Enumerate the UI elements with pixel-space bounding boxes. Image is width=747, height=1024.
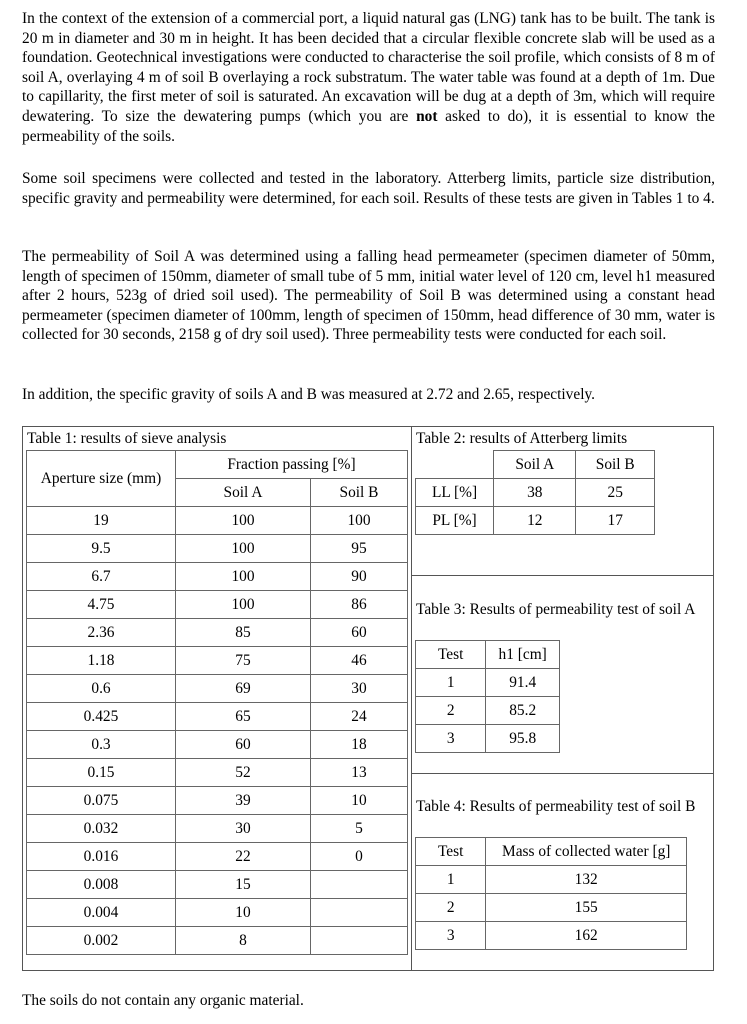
sieve-row-cell: 6.7 bbox=[27, 563, 176, 591]
perm-b-row-cell: 132 bbox=[486, 866, 687, 894]
perm-a-row-cell: 2 bbox=[416, 697, 486, 725]
perm-a-row-cell: 95.8 bbox=[486, 725, 560, 753]
sieve-row-cell: 0.008 bbox=[27, 871, 176, 899]
sieve-analysis-body bbox=[27, 507, 408, 955]
sieve-row-cell: 60 bbox=[176, 731, 311, 759]
intro-paragraph bbox=[22, 9, 715, 146]
sieve-row-cell: 24 bbox=[311, 703, 408, 731]
sieve-row bbox=[27, 759, 408, 787]
sieve-row bbox=[27, 535, 408, 563]
tables-divider-2-3 bbox=[411, 575, 714, 576]
header-aperture: Aperture size (mm) bbox=[27, 451, 176, 507]
sieve-row bbox=[27, 591, 408, 619]
perm-b-row-cell: 3 bbox=[416, 922, 486, 950]
sieve-row-cell: 46 bbox=[311, 647, 408, 675]
sieve-row-cell: 100 bbox=[176, 563, 311, 591]
sieve-row-cell: 100 bbox=[176, 507, 311, 535]
atterberg-row bbox=[416, 479, 655, 507]
sieve-row-cell: 19 bbox=[27, 507, 176, 535]
intro-text-tail: asked to do), it is essential to know the permeability of the soils. bbox=[22, 107, 715, 145]
sieve-row bbox=[27, 507, 408, 535]
sieve-row bbox=[27, 647, 408, 675]
sieve-row-cell: 39 bbox=[176, 787, 311, 815]
sieve-row-cell: 0.6 bbox=[27, 675, 176, 703]
table1-caption: Table 1: results of sieve analysis bbox=[27, 430, 227, 447]
atterberg-limits-body bbox=[416, 479, 655, 535]
sieve-row-cell: 95 bbox=[311, 535, 408, 563]
perm-b-row bbox=[416, 922, 687, 950]
atterberg-row bbox=[416, 507, 655, 535]
sieve-row-cell: 1.18 bbox=[27, 647, 176, 675]
header-fraction-passing: Fraction passing [%] bbox=[176, 451, 408, 479]
sieve-row-cell: 22 bbox=[176, 843, 311, 871]
intro-text: In the context of the extension of a commercial port, a liquid natural gas (LNG) tank has to be built. The tank is 20 m in diameter and 30 m in height. It has been decided that a circular flexible concrete slab will be used as a foundation. Geotechnical investigations were conducted to characterise the soil profile, which consists of 8 m of soil A, overlaying 4 m of soil B overlaying a rock substratum. The water table was found at a depth of 1m. Due to capillarity, the first meter of soil is saturated. An excavation will be dug at a depth of 3m, which will require dewatering. To size the dewatering pumps (which you are bbox=[22, 10, 715, 125]
table2-caption: Table 2: results of Atterberg limits bbox=[416, 430, 628, 447]
sieve-row-cell: 65 bbox=[176, 703, 311, 731]
sieve-row bbox=[27, 843, 408, 871]
permeability-soil-b-body bbox=[416, 866, 687, 950]
lab-tests-paragraph: Some soil specimens were collected and tested in the laboratory. Atterberg limits, particle size distribution, specific gravity and permeability were determined, for each soil. Results of these tests are given in Tables 1 to 4. bbox=[22, 170, 715, 207]
header-test: Test bbox=[416, 641, 486, 669]
sieve-row bbox=[27, 619, 408, 647]
sieve-row-cell: 75 bbox=[176, 647, 311, 675]
header-soil-b: Soil B bbox=[311, 479, 408, 507]
sieve-row-cell: 0.016 bbox=[27, 843, 176, 871]
sieve-row-cell: 0 bbox=[311, 843, 408, 871]
atterberg-row-cell: PL [%] bbox=[416, 507, 494, 535]
sieve-row bbox=[27, 675, 408, 703]
permeability-soil-a-table bbox=[415, 640, 560, 753]
atterberg-row-cell: 25 bbox=[576, 479, 655, 507]
sieve-row bbox=[27, 871, 408, 899]
sieve-row bbox=[27, 703, 408, 731]
tables-vertical-divider bbox=[411, 426, 412, 971]
perm-a-row-cell: 91.4 bbox=[486, 669, 560, 697]
sieve-row-cell: 4.75 bbox=[27, 591, 176, 619]
sieve-row-cell: 0.3 bbox=[27, 731, 176, 759]
sieve-row-cell: 60 bbox=[311, 619, 408, 647]
atterberg-row-cell: 38 bbox=[494, 479, 576, 507]
atterberg-row-cell: 12 bbox=[494, 507, 576, 535]
perm-b-row-cell: 2 bbox=[416, 894, 486, 922]
sieve-row bbox=[27, 815, 408, 843]
table4-caption: Table 4: Results of permeability test of soil B bbox=[416, 798, 696, 815]
sieve-row-cell: 85 bbox=[176, 619, 311, 647]
header-blank bbox=[416, 451, 494, 479]
atterberg-row-cell: 17 bbox=[576, 507, 655, 535]
sieve-row-cell: 30 bbox=[311, 675, 408, 703]
perm-a-row-cell: 3 bbox=[416, 725, 486, 753]
sieve-row-cell bbox=[311, 927, 408, 955]
sieve-row-cell: 100 bbox=[311, 507, 408, 535]
sieve-row-cell: 69 bbox=[176, 675, 311, 703]
sieve-row-cell: 9.5 bbox=[27, 535, 176, 563]
permeability-soil-a-body bbox=[416, 669, 560, 753]
header-soil-b: Soil B bbox=[576, 451, 655, 479]
sieve-row-cell bbox=[311, 899, 408, 927]
sieve-analysis-table bbox=[26, 450, 408, 955]
sieve-row-cell: 0.002 bbox=[27, 927, 176, 955]
perm-b-row-cell: 1 bbox=[416, 866, 486, 894]
permeability-paragraph: The permeability of Soil A was determined using a falling head permeameter (specimen diameter of 50mm, length of specimen of 150mm, diameter of small tube of 5 mm, initial water level of 120 cm, level h1 measured after 2 hours, 523g of dried soil used). The permeability of Soil B was determined using a constant head permeameter (specimen diameter of 100mm, length of specimen of 150mm, head difference of 30 mm, water is collected for 30 seconds, 2158 g of dry soil used). Three permeability tests were conducted for each soil. bbox=[22, 248, 715, 344]
sieve-row-cell: 52 bbox=[176, 759, 311, 787]
sieve-row-cell: 86 bbox=[311, 591, 408, 619]
sieve-row-cell: 0.032 bbox=[27, 815, 176, 843]
sieve-row-cell: 2.36 bbox=[27, 619, 176, 647]
atterberg-row-cell: LL [%] bbox=[416, 479, 494, 507]
header-h1: h1 [cm] bbox=[486, 641, 560, 669]
sieve-row-cell: 10 bbox=[311, 787, 408, 815]
sieve-row-cell bbox=[311, 871, 408, 899]
perm-a-row-cell: 1 bbox=[416, 669, 486, 697]
sieve-row-cell: 13 bbox=[311, 759, 408, 787]
perm-b-row-cell: 155 bbox=[486, 894, 687, 922]
permeability-soil-b-table bbox=[415, 837, 687, 950]
sieve-row-cell: 0.425 bbox=[27, 703, 176, 731]
sieve-row bbox=[27, 927, 408, 955]
sieve-row-cell: 100 bbox=[176, 535, 311, 563]
sieve-row bbox=[27, 787, 408, 815]
sieve-row bbox=[27, 563, 408, 591]
sieve-row bbox=[27, 899, 408, 927]
sieve-row-cell: 30 bbox=[176, 815, 311, 843]
specific-gravity-paragraph: In addition, the specific gravity of soils A and B was measured at 2.72 and 2.65, respectively. bbox=[22, 386, 596, 403]
perm-a-row-cell: 85.2 bbox=[486, 697, 560, 725]
sieve-row-cell: 5 bbox=[311, 815, 408, 843]
perm-a-row bbox=[416, 697, 560, 725]
sieve-row-cell: 0.15 bbox=[27, 759, 176, 787]
perm-a-row bbox=[416, 669, 560, 697]
atterberg-limits-table bbox=[415, 450, 655, 535]
sieve-row-cell: 15 bbox=[176, 871, 311, 899]
sieve-row-cell: 18 bbox=[311, 731, 408, 759]
tables-divider-3-4 bbox=[411, 773, 714, 774]
header-soil-a: Soil A bbox=[176, 479, 311, 507]
header-mass-water: Mass of collected water [g] bbox=[486, 838, 687, 866]
perm-b-row bbox=[416, 866, 687, 894]
sieve-row-cell: 100 bbox=[176, 591, 311, 619]
header-soil-a: Soil A bbox=[494, 451, 576, 479]
perm-b-row bbox=[416, 894, 687, 922]
sieve-row-cell: 8 bbox=[176, 927, 311, 955]
sieve-row-cell: 0.075 bbox=[27, 787, 176, 815]
table3-caption: Table 3: Results of permeability test of soil A bbox=[416, 601, 696, 618]
closing-note: The soils do not contain any organic material. bbox=[22, 992, 304, 1009]
emphasis-not: not bbox=[416, 107, 438, 125]
sieve-row bbox=[27, 731, 408, 759]
header-test: Test bbox=[416, 838, 486, 866]
sieve-row-cell: 0.004 bbox=[27, 899, 176, 927]
sieve-row-cell: 90 bbox=[311, 563, 408, 591]
sieve-row-cell: 10 bbox=[176, 899, 311, 927]
perm-b-row-cell: 162 bbox=[486, 922, 687, 950]
perm-a-row bbox=[416, 725, 560, 753]
